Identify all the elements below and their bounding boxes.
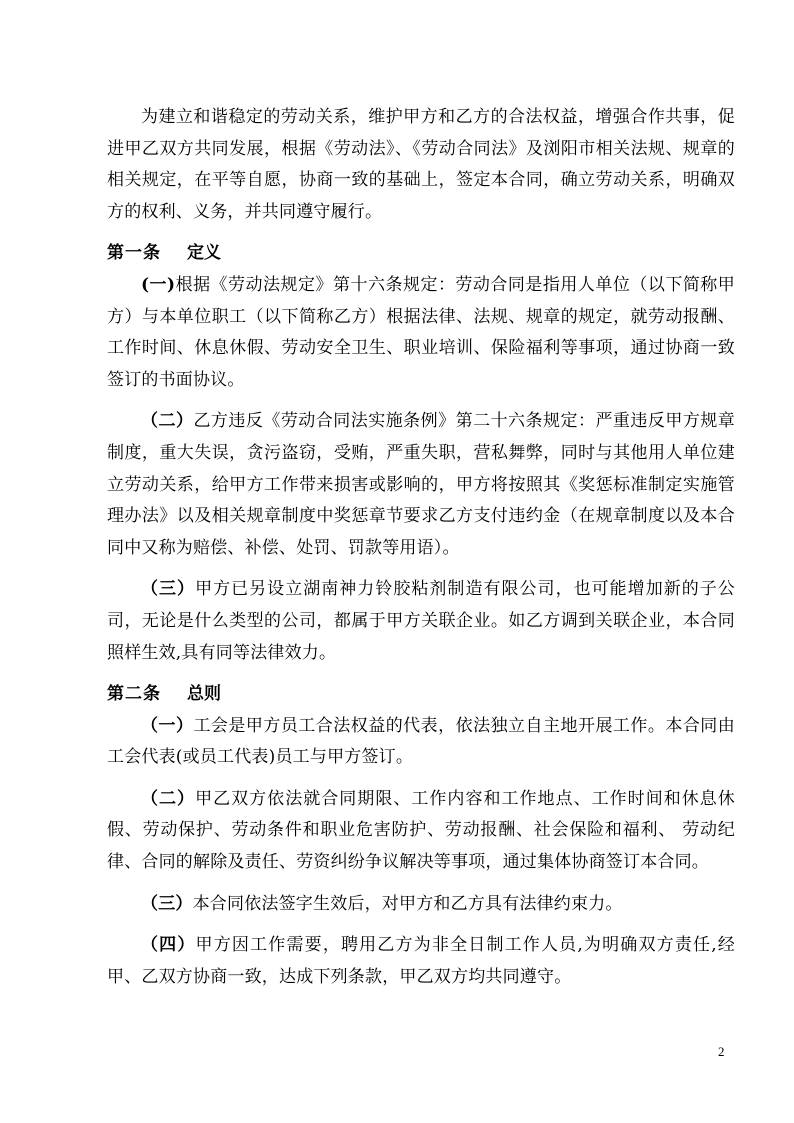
article-1-item-1	[107, 270, 735, 396]
spacer	[107, 920, 735, 930]
spacer	[107, 396, 735, 406]
preamble-paragraph: 为建立和谐稳定的劳动关系，维护甲方和乙方的合法权益，增强合作共事，促进甲乙双方共同发展，根据《劳动法》、《劳动合同法》及浏阳市相关法规、规章的相关规定，在平等自愿，协商一致的基础上，签定本合同，确立劳动关系，明确双方的权利、义务，并共同遵守履行。	[107, 107, 735, 222]
item-text: 甲乙双方依法就合同期限、工作内容和工作地点、工作时间和休息休假、劳动保护、劳动条件和职业危害防护、劳动报酬、社会保险和福利、 劳动纪律、合同的解除及责任、劳资纠纷争议解决等事项，通过集体协商签订本合同。	[107, 788, 735, 873]
item-text: 甲方已另设立湖南神力铃胶粘剂制造有限公司，也可能增加新的子公司，无论是什么类型的公司，都属于甲方关联企业。如乙方调到关联企业，本合同照样生效,具有同等法律效力。	[107, 579, 735, 663]
article-2-item-2	[107, 784, 735, 879]
article-2-title: 总则	[187, 684, 221, 705]
article-2-heading	[107, 679, 735, 711]
spacer	[107, 228, 735, 238]
article-2-item-4	[107, 930, 735, 993]
article-2-item-3	[107, 889, 735, 921]
item-text: 乙方违反《劳动合同法实施条例》第二十六条规定：严重违反甲方规章制度，重大失误，贪污盗窃，受贿，严重失职，营私舞弊，同时与其他用人单位建立劳动关系，给甲方工作带来损害或影响的，甲方将按照其《奖惩标准制定实施管理办法》以及相关规章制度中奖惩章节要求乙方支付违约金（在规章制度以及本合同中又称为赔偿、补偿、处罚、罚款等用语）。	[107, 411, 735, 558]
article-2-item-1	[107, 711, 735, 774]
item-text: 本合同依法签字生效后，对甲方和乙方具有法律约束力。	[192, 893, 623, 914]
article-2-number: 第二条	[107, 684, 161, 705]
article-1-item-3	[107, 574, 735, 669]
item-lead: （三）	[141, 893, 193, 914]
document-body	[107, 102, 735, 993]
article-1-heading	[107, 238, 735, 270]
item-text: 甲方因工作需要，聘用乙方为非全日制工作人员,为明确双方责任,经甲、乙双方协商一致，达成下列条款，甲乙双方均共同遵守。	[107, 935, 735, 987]
article-1-item-2	[107, 406, 735, 564]
article-1-number: 第一条	[107, 243, 161, 264]
item-lead: （三）	[141, 579, 196, 600]
page-number: 2	[718, 1044, 725, 1059]
item-lead: (一)	[141, 274, 176, 295]
spacer	[107, 669, 735, 679]
item-text: 根据《劳动法规定》第十六条规定：劳动合同是指用人单位（以下简称甲方）与本单位职工（以下简称乙方）根据法律、法规、规章的规定，就劳动报酬、工作时间、休息休假、劳动安全卫生、职业培训、保险福利等事项，通过协商一致签订的书面协议。	[107, 274, 736, 390]
spacer	[107, 774, 735, 784]
spacer	[107, 564, 735, 574]
item-lead: （四）	[141, 935, 196, 956]
item-lead: （二）	[141, 788, 196, 809]
spacer	[107, 879, 735, 889]
item-lead: （二）	[141, 411, 194, 432]
item-lead: （一）	[141, 715, 194, 736]
item-text: 工会是甲方员工合法权益的代表，依法独立自主地开展工作。本合同由工会代表(或员工代表)员工与甲方签订。	[107, 715, 735, 768]
article-1-title: 定义	[187, 243, 221, 264]
